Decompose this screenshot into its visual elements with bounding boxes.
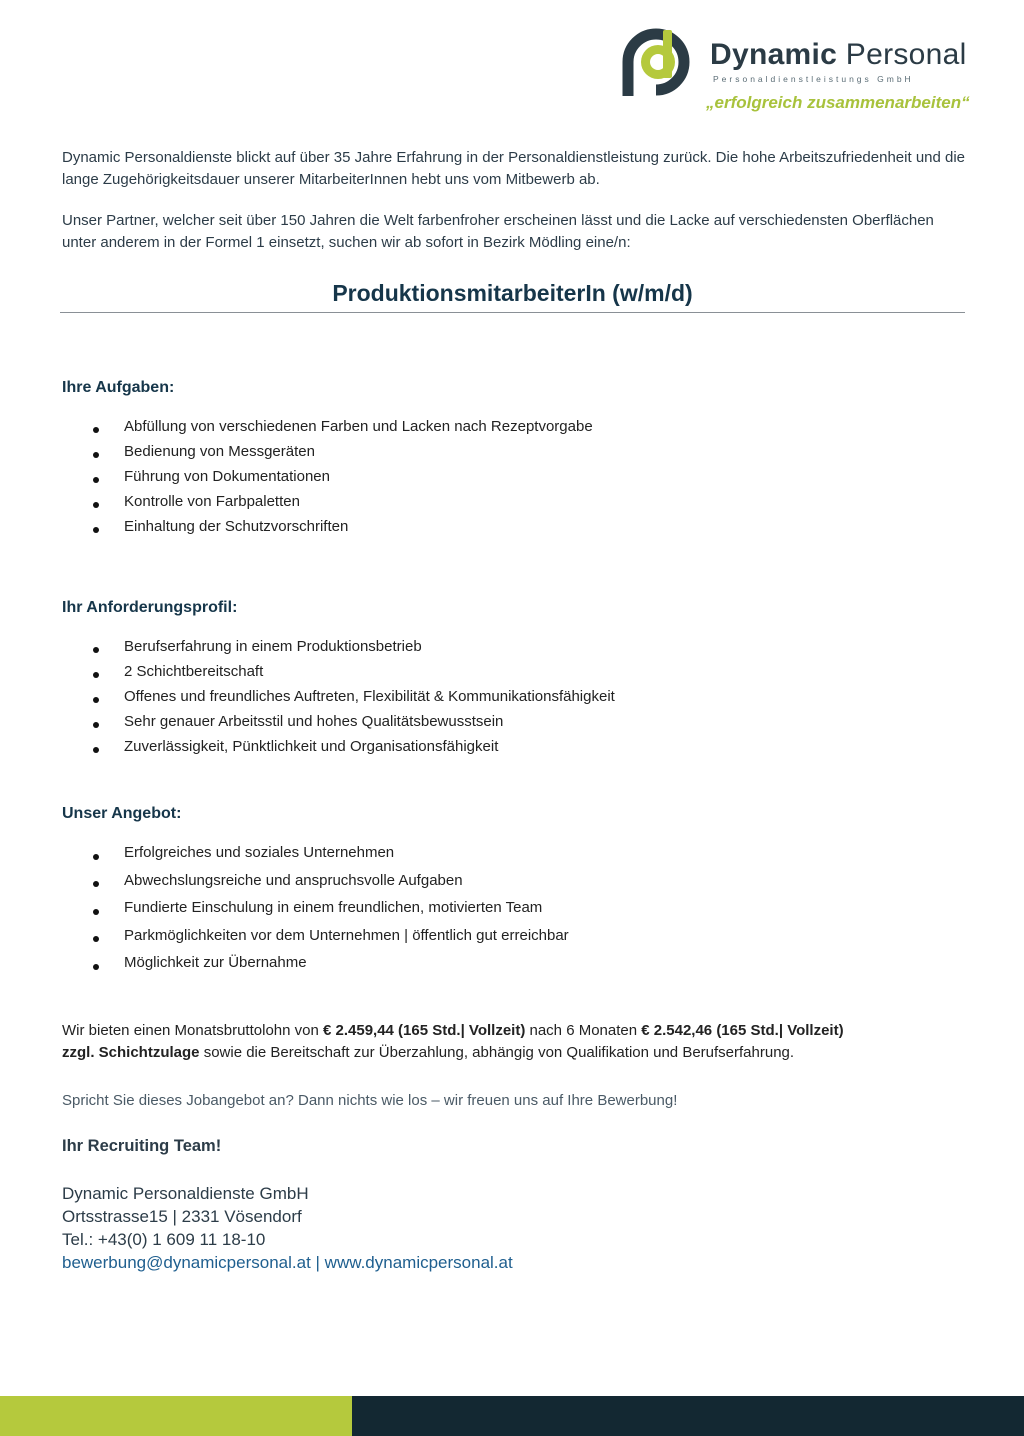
list-item: Möglichkeit zur Übernahme	[62, 953, 569, 981]
contact-company: Dynamic Personaldienste GmbH	[62, 1184, 309, 1203]
tasks-list	[62, 417, 593, 542]
contact-links: bewerbung@dynamicpersonal.at | www.dynamicpersonal.at	[62, 1253, 513, 1272]
intro-paragraph-2: Unser Partner, welcher seit über 150 Jahren die Welt farbenfroher erscheinen lässt und die Lacke auf verschiedensten Oberflächen unter anderem in der Formel 1 einsetzt, suchen wir ab sofort in Bezirk Mödling eine/n:	[62, 212, 934, 251]
company-logo	[620, 26, 990, 101]
profile-list	[62, 637, 615, 762]
list-item: 2 Schichtbereitschaft	[62, 662, 615, 687]
list-item: Abfüllung von verschiedenen Farben und Lacken nach Rezeptvorgabe	[62, 417, 593, 442]
list-item: Sehr genauer Arbeitsstil und hohes Qualitätsbewusstsein	[62, 712, 615, 737]
list-item: Einhaltung der Schutzvorschriften	[62, 517, 593, 542]
footer-bar-green	[0, 1396, 352, 1436]
contact-address: Ortsstrasse15 | 2331 Vösendorf	[62, 1207, 302, 1226]
logo-name: Dynamic Personal	[710, 38, 967, 71]
list-item: Führung von Dokumentationen	[62, 467, 593, 492]
title-divider	[60, 312, 965, 313]
profile-heading: Ihr Anforderungsprofil:	[62, 599, 238, 616]
list-item: Bedienung von Messgeräten	[62, 442, 593, 467]
intro-paragraph-1: Dynamic Personaldienste blickt auf über 35 Jahre Erfahrung in der Personaldienstleistung zurück. Die hohe Arbeitszufriedenheit und die lange Zugehörigkeitsdauer unserer MitarbeiterInnen hebt uns vom Mitbewerb ab.	[62, 149, 966, 188]
team-signoff: Ihr Recruiting Team!	[62, 1137, 222, 1155]
email-link[interactable]: bewerbung@dynamicpersonal.at	[62, 1253, 311, 1272]
website-link[interactable]: www.dynamicpersonal.at	[324, 1253, 513, 1272]
closing-text: Spricht Sie dieses Jobangebot an? Dann nichts wie los – wir freuen uns auf Ihre Bewerbung!	[62, 1092, 678, 1109]
footer-bar-dark	[352, 1396, 1024, 1436]
job-title: ProduktionsmitarbeiterIn (w/m/d)	[332, 280, 693, 306]
salary-paragraph: Wir bieten einen Monatsbruttolohn von € 2.459,44 (165 Std.| Vollzeit) nach 6 Monaten € 2.542,46 (165 Std.| Vollzeit) zzgl. Schichtzulage sowie die Bereitschaft zur Überzahlung, abhängig von Qualifikation und Berufserfahrung.	[62, 1022, 844, 1061]
contact-block	[62, 1182, 513, 1274]
slogan: „erfolgreich zusammenarbeiten“	[706, 93, 970, 112]
tasks-heading: Ihre Aufgaben:	[62, 379, 175, 396]
contact-phone: Tel.: +43(0) 1 609 11 18-10	[62, 1230, 266, 1249]
offer-heading: Unser Angebot:	[62, 805, 182, 822]
list-item: Fundierte Einschulung in einem freundlichen, motivierten Team	[62, 898, 569, 926]
list-item: Zuverlässigkeit, Pünktlichkeit und Organisationsfähigkeit	[62, 737, 615, 762]
list-item: Offenes und freundliches Auftreten, Flexibilität & Kommunikationsfähigkeit	[62, 687, 615, 712]
offer-list	[62, 843, 569, 981]
list-item: Erfolgreiches und soziales Unternehmen	[62, 843, 569, 871]
list-item: Kontrolle von Farbpaletten	[62, 492, 593, 517]
list-item: Abwechslungsreiche und anspruchsvolle Aufgaben	[62, 871, 569, 899]
list-item: Berufserfahrung in einem Produktionsbetrieb	[62, 637, 615, 662]
logo-mark-icon	[620, 26, 698, 98]
list-item: Parkmöglichkeiten vor dem Unternehmen | öffentlich gut erreichbar	[62, 926, 569, 954]
logo-subtitle: Personaldienstleistungs GmbH	[713, 74, 914, 84]
